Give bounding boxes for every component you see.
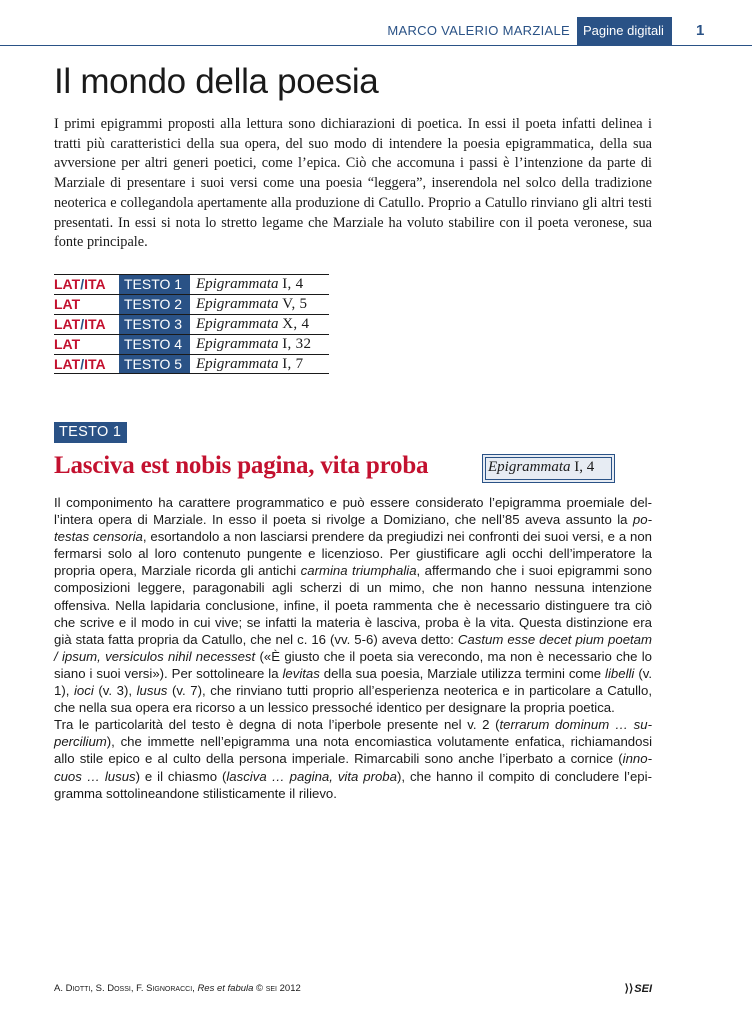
text-label: TESTO 1	[119, 275, 190, 294]
publisher-logo	[625, 982, 652, 995]
texts-table-row[interactable]	[54, 294, 329, 314]
header-rule	[0, 45, 752, 46]
text-run: Il componimento ha carattere programmatico e può essere considerato l’epigramma proemiale dell’intera opera di Marziale. In esso il poeta si rivolge a Domiziano, che nell’85 aveva assunto la	[54, 495, 652, 528]
page-title: Il mondo della poesia	[54, 62, 379, 101]
italic-term: carmina triumphalia	[300, 563, 417, 579]
header-tag: Pagine digitali	[577, 17, 672, 46]
footer-copyright: © sei 2012	[253, 983, 301, 994]
lang-ita: ITA	[84, 276, 106, 292]
italic-term: innocuos … lusus	[54, 751, 652, 784]
text-languages	[54, 275, 119, 294]
text-run: (v. 1),	[54, 665, 652, 699]
texts-table-row[interactable]	[54, 334, 329, 354]
lang-separator: /	[80, 316, 85, 332]
text-languages	[54, 355, 119, 373]
text-label: TESTO 3	[119, 315, 190, 334]
lang-ita: ITA	[84, 356, 106, 372]
text-label: TESTO 5	[119, 355, 190, 373]
text-work: Epigrammata	[196, 336, 279, 352]
footer-credits	[54, 983, 301, 994]
section-title: Lasciva est nobis pagina, vita proba	[54, 452, 429, 479]
page-header	[0, 0, 752, 46]
text-run: (v. 3),	[93, 683, 137, 699]
lang-lat: LAT	[54, 336, 81, 352]
italic-term: lasciva … pagina, vita proba	[226, 768, 397, 784]
text-ref: X, 4	[282, 316, 310, 332]
text-work: Epigrammata	[196, 276, 279, 292]
lang-ita: ITA	[84, 316, 106, 332]
italic-term: ioci	[73, 683, 94, 699]
text-source	[190, 275, 329, 294]
text-run: della sua poesia, Marziale utilizza termini come	[319, 665, 606, 681]
italic-term: lusus	[136, 683, 168, 699]
text-label: TESTO 2	[119, 295, 190, 314]
intro-paragraph: I primi epigrammi proposti alla lettura sono dichiarazioni di poetica. In essi il poeta infatti delinea i tratti più caratteristici della sua opera, del suo modo di intendere la poesia epigrammatica, della sua avversione per altri generi poetici, come l’epica. Ciò che accomuna i passi è l’intenzione da parte di Marziale di presentare i suoi versi come una poesia “leggera”, inserendola nel solco della tradizione neoterica e collegandola apertamente alla produzione di Catullo. Proprio a Catullo rinviano gli altri testi presentati. In essi si nota lo stretto legame che Marziale ha voluto stabilire con il poeta veronese, sua fonte principale.	[54, 116, 652, 251]
text-source	[190, 315, 329, 334]
commentary	[54, 494, 652, 802]
italic-term: Castum esse decet pium poetam / ipsum, versiculos nihil necessest	[54, 631, 653, 664]
texts-table	[54, 274, 329, 374]
text-label: TESTO 4	[119, 335, 190, 354]
lang-separator: /	[80, 356, 85, 372]
text-ref: V, 5	[282, 296, 308, 312]
texts-table-row[interactable]	[54, 354, 329, 374]
italic-term: libelli	[605, 665, 635, 681]
text-run: ), che hanno il compito di concludere l’epigramma sottolineandone stilisticamente il rilievo.	[54, 768, 652, 801]
commentary-paragraph-1	[54, 494, 652, 716]
text-source	[190, 295, 329, 314]
text-run: Tra le particolarità del testo è degna di nota l’iperbole presente nel v. 2 (	[54, 717, 500, 733]
italic-term: potestas censoria	[54, 512, 652, 545]
text-work: Epigrammata	[196, 316, 279, 332]
text-run: («È giusto che il poeta sia verecondo, ma non è necessario che lo siano i suoi versi»). Per sottolineare la	[54, 648, 653, 681]
text-ref: I, 7	[282, 356, 304, 372]
text-languages	[54, 295, 119, 314]
lang-lat: LAT	[54, 296, 81, 312]
texts-table-row[interactable]	[54, 274, 329, 294]
header-author: MARCO VALERIO MARZIALE	[387, 23, 570, 38]
section-badge: TESTO 1	[54, 422, 127, 443]
lang-lat: LAT	[54, 356, 81, 372]
lang-separator: /	[80, 276, 85, 292]
text-ref: I, 32	[282, 336, 312, 352]
text-run: ) e il chiasmo (	[135, 768, 227, 784]
text-run: (v. 7), che rinviano tutti proprio all’esperienza neoterica e in particolare a Catullo, che nella sua opera era ricorso a un lessico pressoché identico per designare la propria poetica.	[54, 683, 652, 716]
text-source	[190, 355, 329, 373]
text-run: , esortandolo a non lasciarsi prendere da pregiudizi nei confronti dei suoi versi, e a non fermarsi solo al loro contenuto pungente e licenzioso. Per giustificare agli occhi dell’imperatore la propria opera, Marziale ricorda gli antichi	[54, 529, 652, 579]
text-work: Epigrammata	[196, 296, 279, 312]
footer-authors: A. Diotti, S. Dossi, F. Signoracci,	[54, 983, 198, 994]
italic-term: levitas	[282, 665, 320, 681]
text-source	[190, 335, 329, 354]
section-ref-work: Epigrammata	[488, 459, 571, 475]
section-ref-number: I, 4	[574, 459, 595, 475]
text-languages	[54, 315, 119, 334]
commentary-paragraph-2	[54, 716, 652, 801]
italic-term: terrarum dominum … supercilium	[54, 717, 653, 750]
page-number: 1	[672, 17, 752, 46]
text-languages	[54, 335, 119, 354]
section-reference	[482, 454, 615, 483]
publisher-logo-text: SEI	[634, 983, 652, 995]
footer-book: Res et fabula	[197, 983, 254, 994]
texts-table-row[interactable]	[54, 314, 329, 334]
text-run: , affermando che i suoi epigrammi sono composizioni leggere, paragonabili agli scherzi di un mimo, che non hanno nessuna intenzione offensiva. Nella lapidaria conclusione, infine, il poeta rammenta che è necessario distinguere tra ciò che scrive e il modo in cui vive; se infatti la materia è lasciva, proba è la vita. Questa distinzione era già stata fatta propria da Catullo, che nel c. 16 (vv. 5-6) aveva detto:	[54, 563, 652, 647]
lang-lat: LAT	[54, 316, 81, 332]
text-ref: I, 4	[282, 276, 304, 292]
publisher-logo-icon: ⟩⟩	[624, 983, 634, 995]
text-work: Epigrammata	[196, 356, 279, 372]
lang-lat: LAT	[54, 276, 81, 292]
text-run: ), che immette nell’epigramma una nota encomiastica volutamente enfatica, richiamandosi allo stile epico e al culto della persona imperiale. Rimarcabili sono anche l’iperbato a cornice (	[54, 734, 652, 767]
